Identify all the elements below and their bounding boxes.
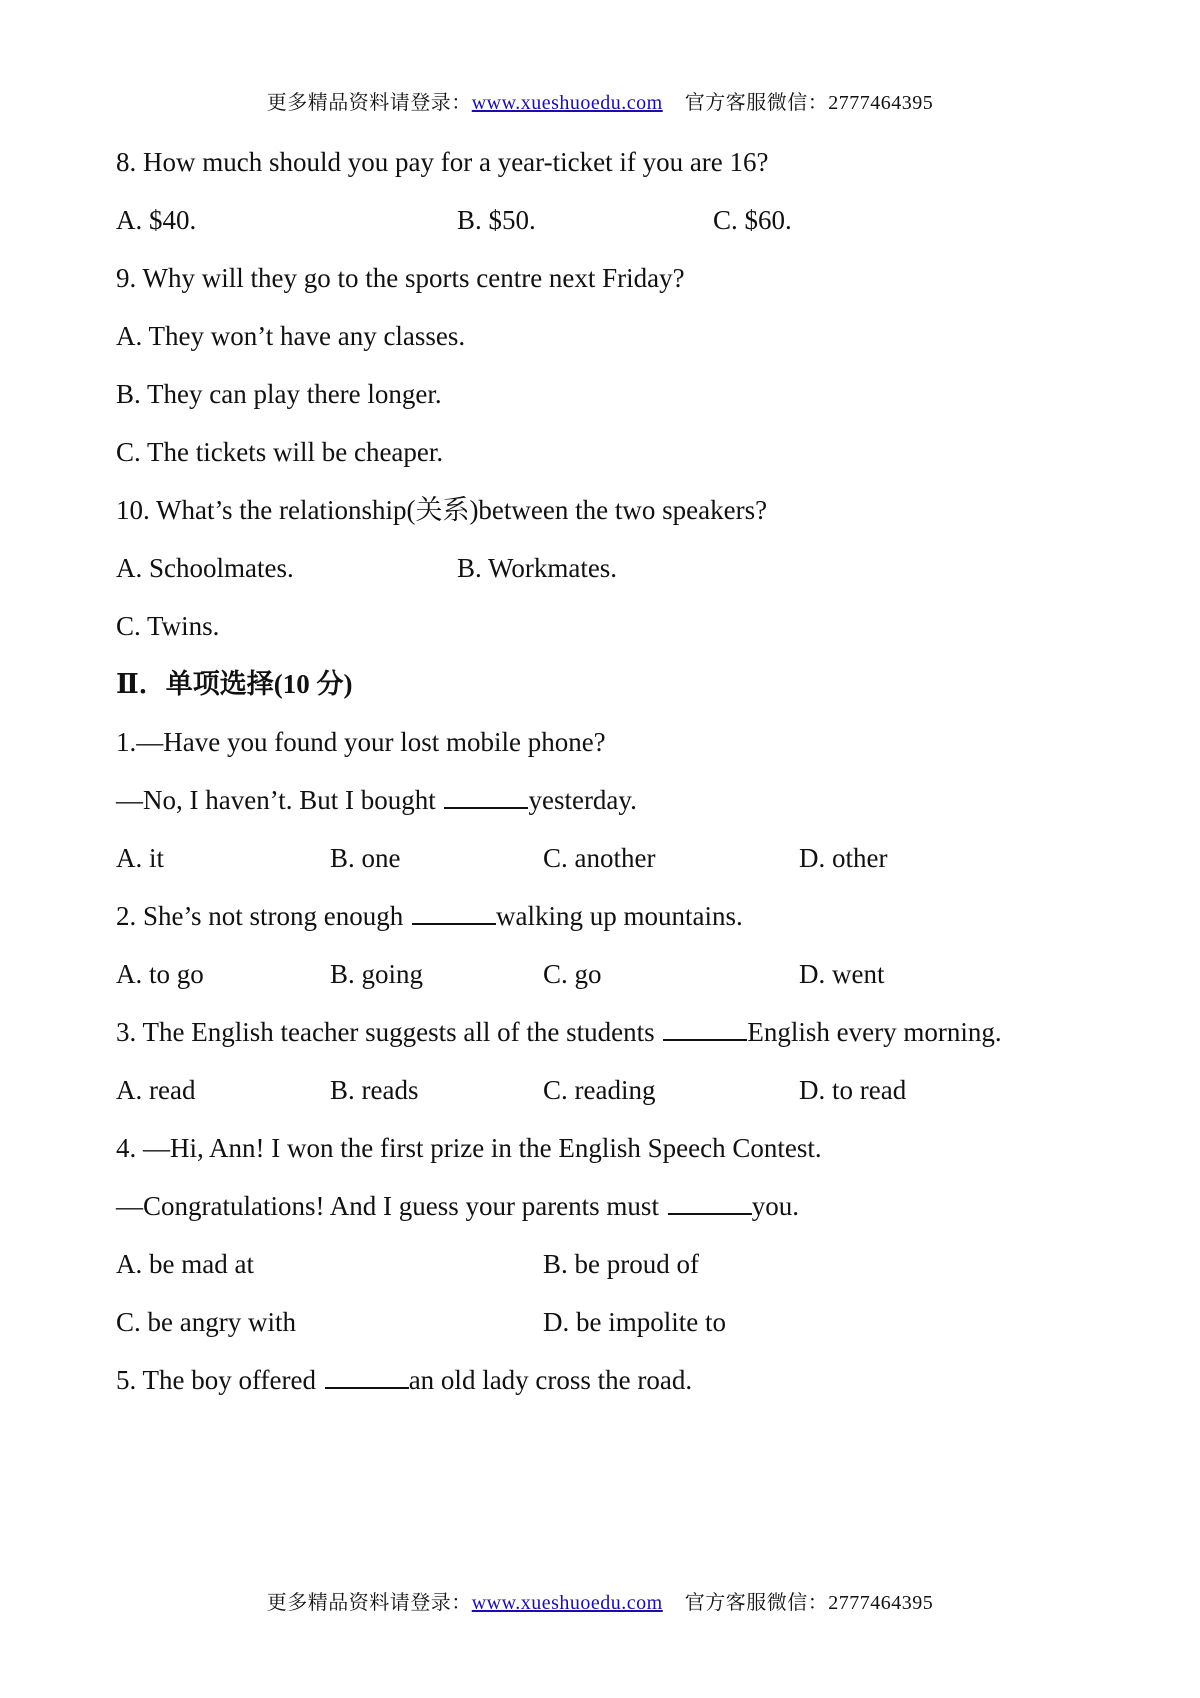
answer-blank: [444, 806, 528, 809]
page-footer: [0, 1586, 1200, 1615]
mc1-option-d: D. other: [799, 843, 888, 873]
mc2-stem: 2. She’s not strong enough walking up mountains.: [116, 901, 743, 931]
mc3-option-b: B. reads: [330, 1075, 419, 1105]
footer-link[interactable]: www.xueshuoedu.com: [471, 1592, 663, 1614]
mc2-option-c: C. go: [543, 959, 602, 989]
mc2-option-b: B. going: [330, 959, 424, 989]
mc3-option-c: C. reading: [543, 1075, 656, 1105]
q10-stem: 10. What’s the relationship(关系)between the two speakers?: [116, 495, 768, 525]
mc3-option-d: D. to read: [799, 1075, 907, 1105]
mc4-stem-line2: —Congratulations! And I guess your parents must you.: [116, 1191, 799, 1221]
q9-stem: 9. Why will they go to the sports centre next Friday?: [116, 263, 685, 293]
answer-blank: [325, 1386, 409, 1389]
answer-blank: [412, 922, 496, 925]
q8-stem: 8. How much should you pay for a year-ticket if you are 16?: [116, 147, 769, 177]
q10-option-c: C. Twins.: [116, 611, 220, 641]
mc2-option-d: D. went: [799, 959, 885, 989]
mc1-option-a: A. it: [116, 843, 165, 873]
q8-option-a: A. $40.: [116, 205, 197, 235]
mc1-stem-line2: —No, I haven’t. But I bought yesterday.: [116, 785, 637, 815]
q10-option-a: A. Schoolmates.: [116, 553, 294, 583]
mc3-stem: 3. The English teacher suggests all of the students English every morning.: [116, 1017, 1002, 1047]
answer-blank: [663, 1038, 747, 1041]
mc1-option-b: B. one: [330, 843, 401, 873]
q10-option-b: B. Workmates.: [457, 553, 618, 583]
header-prefix: 更多精品资料请登录：: [266, 92, 472, 114]
mc3-option-a: A. read: [116, 1075, 196, 1105]
mc4-option-b: B. be proud of: [543, 1249, 699, 1279]
q9-option-b: B. They can play there longer.: [116, 379, 442, 409]
footer-service: 官方客服微信：2777464395: [684, 1592, 934, 1614]
q8-option-b: B. $50.: [457, 205, 536, 235]
footer-prefix: 更多精品资料请登录：: [266, 1592, 472, 1614]
mc1-stem-line1: 1.—Have you found your lost mobile phone?: [116, 727, 606, 757]
mc2-option-a: A. to go: [116, 959, 204, 989]
mc5-stem: 5. The boy offered an old lady cross the road.: [116, 1365, 693, 1395]
mc1-option-c: C. another: [543, 843, 656, 873]
mc4-option-d: D. be impolite to: [543, 1307, 726, 1337]
answer-blank: [668, 1212, 752, 1215]
mc4-option-c: C. be angry with: [116, 1307, 296, 1337]
header-service: 官方客服微信：2777464395: [684, 92, 934, 114]
q9-option-c: C. The tickets will be cheaper.: [116, 437, 444, 467]
section-2-title: Ⅱ．单项选择(10 分): [116, 669, 353, 699]
header-link[interactable]: www.xueshuoedu.com: [471, 92, 663, 114]
mc4-stem-line1: 4. —Hi, Ann! I won the first prize in the English Speech Contest.: [116, 1133, 822, 1163]
q8-option-c: C. $60.: [713, 205, 792, 235]
page-header: [0, 86, 1200, 115]
q9-option-a: A. They won’t have any classes.: [116, 321, 466, 351]
mc4-option-a: A. be mad at: [116, 1249, 254, 1279]
